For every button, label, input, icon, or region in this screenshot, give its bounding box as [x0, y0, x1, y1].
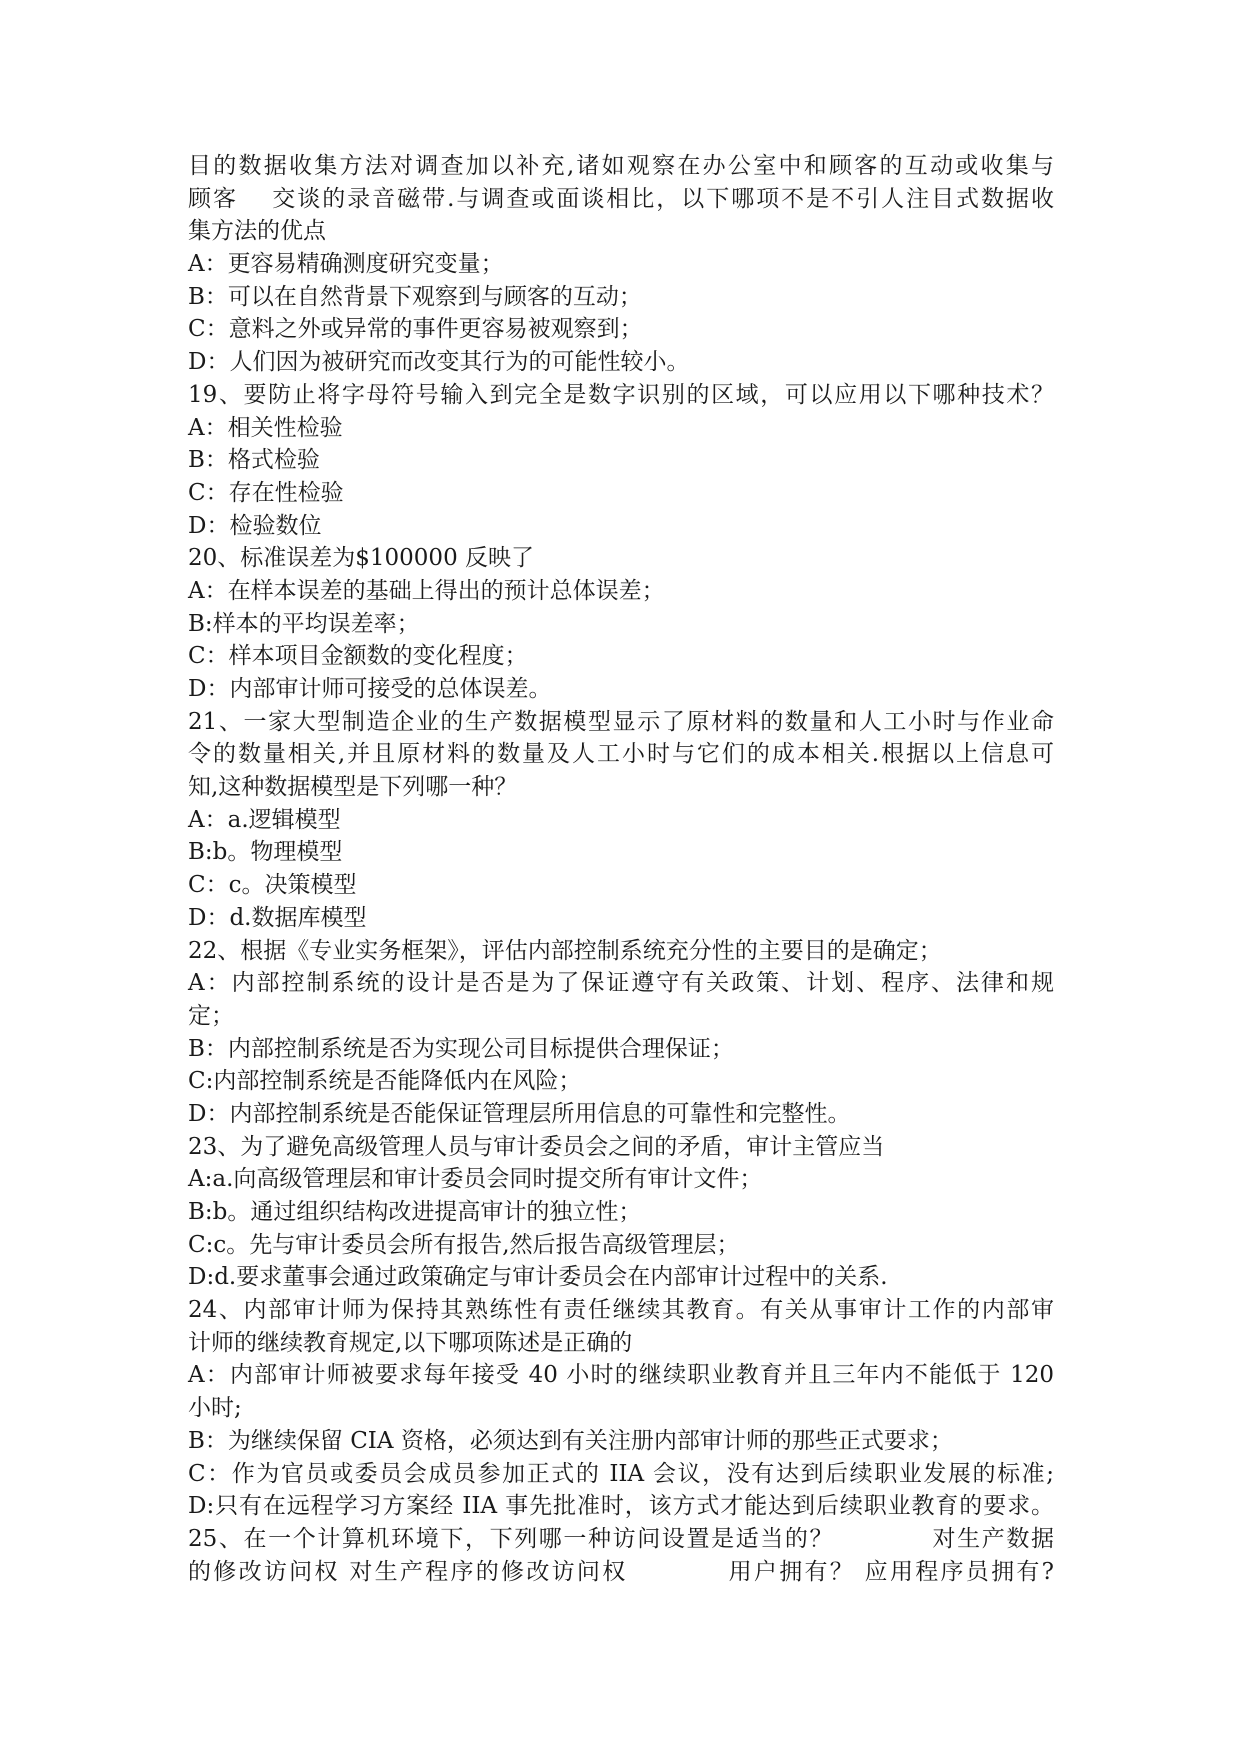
option-a: A：内部控制系统的设计是否是为了保证遵守有关政策、计划、程序、法律和规	[188, 970, 1054, 997]
option-b: B：可以在自然背景下观察到与顾客的互动；	[188, 283, 642, 310]
option-a: A:a.向高级管理层和审计委员会同时提交所有审计文件；	[188, 1166, 763, 1193]
document-body	[188, 150, 1054, 1588]
text-line: 定；	[188, 1002, 234, 1029]
option-d: D:只有在远程学习方案经 IIA 事先批准时，该方式才能达到后续职业教育的要求。	[188, 1493, 1054, 1520]
option-d: D：人们因为被研究而改变其行为的可能性较小。	[188, 349, 690, 376]
question-25: 25、在一个计算机环境下，下列哪一种访问设置是适当的？ 对生产数据	[188, 1525, 1054, 1552]
option-a: A：相关性检验	[188, 414, 343, 441]
option-a: A：内部审计师被要求每年接受 40 小时的继续职业教育并且三年内不能低于 120	[188, 1362, 1054, 1389]
option-c: C：意料之外或异常的事件更容易被观察到；	[188, 316, 643, 343]
option-d: D：内部审计师可接受的总体误差。	[188, 676, 552, 702]
text-line: 小时;	[188, 1395, 242, 1422]
option-d: D:d.要求董事会通过政策确定与审计委员会在内部审计过程中的关系.	[188, 1264, 888, 1291]
text-line: 顾客 交谈的录音磁带.与调查或面谈相比，以下哪项不是不引人注目式数据收	[188, 185, 1054, 212]
option-c: C:c。先与审计委员会所有报告,然后报告高级管理层；	[188, 1231, 740, 1258]
option-a: A：a.逻辑模型	[188, 806, 341, 833]
text-line: 令的数量相关,并且原材料的数量及人工小时与它们的成本相关.根据以上信息可	[188, 741, 1054, 768]
question-24: 24、内部审计师为保持其熟练性有责任继续其教育。有关从事审计工作的内部审	[188, 1297, 1054, 1324]
option-b: B:样本的平均误差率；	[188, 610, 420, 637]
option-c: C：存在性检验	[188, 479, 344, 506]
option-a: A：在样本误差的基础上得出的预计总体误差；	[188, 577, 665, 604]
option-d: D：检验数位	[188, 512, 322, 539]
text-line: 目的数据收集方法对调查加以补充,诸如观察在办公室中和顾客的互动或收集与	[188, 153, 1054, 179]
option-d: D：d.数据库模型	[188, 904, 367, 931]
option-b: B：为继续保留 CIA 资格，必须达到有关注册内部审计师的那些正式要求；	[188, 1427, 953, 1454]
question-22: 22、根据《专业实务框架》，评估内部控制系统充分性的主要目的是确定；	[188, 937, 942, 964]
option-c: C:内部控制系统是否能降低内在风险；	[188, 1068, 582, 1095]
option-b: B：格式检验	[188, 447, 320, 474]
text-line: 的修改访问权 对生产程序的修改访问权 用户拥有？ 应用程序员拥有?	[188, 1558, 1054, 1585]
option-b: B：内部控制系统是否为实现公司目标提供合理保证；	[188, 1035, 734, 1062]
option-b: B:b。物理模型	[188, 839, 343, 866]
question-20: 20、标准误差为$100000 反映了	[188, 545, 535, 572]
option-c: C：作为官员或委员会成员参加正式的 IIA 会议，没有达到后续职业发展的标准;	[188, 1460, 1054, 1487]
option-c: C：c。决策模型	[188, 872, 357, 899]
question-23: 23、为了避免高级管理人员与审计委员会之间的矛盾，审计主管应当	[188, 1133, 885, 1160]
option-d: D：内部控制系统是否能保证管理层所用信息的可靠性和完整性。	[188, 1100, 851, 1127]
question-19: 19、要防止将字母符号输入到完全是数字识别的区域，可以应用以下哪种技术？	[188, 381, 1054, 408]
text-line: 集方法的优点	[188, 218, 326, 245]
question-21: 21、一家大型制造企业的生产数据模型显示了原材料的数量和人工小时与作业命	[188, 708, 1054, 735]
option-a: A：更容易精确测度研究变量；	[188, 251, 504, 278]
text-line: 知,这种数据模型是下列哪一种？	[188, 774, 518, 801]
option-c: C：样本项目金额数的变化程度；	[188, 643, 528, 670]
option-b: B:b。通过组织结构改进提高审计的独立性；	[188, 1199, 642, 1225]
text-line: 计师的继续教育规定,以下哪项陈述是正确的	[188, 1329, 633, 1356]
